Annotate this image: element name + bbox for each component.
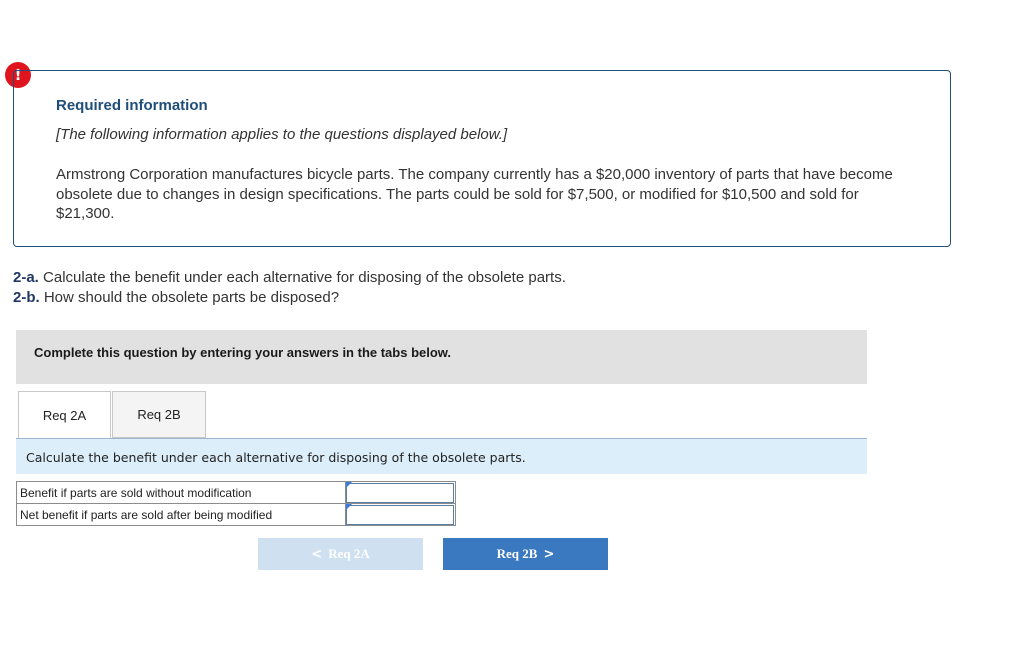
tab-req-2a[interactable] <box>18 391 111 439</box>
tab-panel-prompt: Calculate the benefit under each alternative for disposing of the obsolete parts. <box>26 450 526 465</box>
net-benefit-modified-input[interactable] <box>346 505 454 525</box>
answer-cell <box>346 482 456 504</box>
tab-label: Req 2B <box>137 407 181 422</box>
question-list <box>13 268 566 307</box>
chevron-left-icon: < <box>311 546 323 562</box>
prev-button-label: Req 2A <box>328 546 370 561</box>
instruction-text: Complete this question by entering your answers in the tabs below. <box>34 345 452 360</box>
exclamation-icon: ! <box>5 62 31 88</box>
answer-cell <box>346 504 456 526</box>
answer-table <box>16 481 456 526</box>
flag-icon <box>346 482 352 488</box>
info-title: Required information <box>56 97 208 114</box>
prev-req-2a-button[interactable] <box>258 538 423 570</box>
tab-panel-prompt-bar <box>16 439 867 474</box>
flag-icon <box>346 504 352 510</box>
chevron-right-icon: > <box>543 546 555 562</box>
info-note: [The following information applies to the questions displayed below.] <box>56 126 508 143</box>
benefit-without-modification-input[interactable] <box>346 483 454 503</box>
table-row <box>17 482 456 504</box>
next-button-label: Req 2B <box>496 546 538 561</box>
required-information-box <box>13 70 951 247</box>
question-2b <box>13 288 566 308</box>
question-2a <box>13 268 566 288</box>
row-label: Benefit if parts are sold without modification <box>17 482 346 504</box>
info-paragraph: Armstrong Corporation manufactures bicycle parts. The company currently has a $20,000 inventory of parts that have become obsolete due to changes in design specifications. The parts could be sold for $7,500, or modified for $10,500 and sold for $21,300. <box>56 166 893 222</box>
instruction-bar <box>16 330 867 384</box>
tab-label: Req 2A <box>42 408 87 423</box>
next-req-2b-button[interactable] <box>443 538 608 570</box>
question-text: How should the obsolete parts be disposed? <box>43 288 340 306</box>
tab-req-2b[interactable] <box>112 391 206 438</box>
table-row <box>17 504 456 526</box>
question-text: Calculate the benefit under each alternative for disposing of the obsolete parts. <box>43 269 566 286</box>
question-label: 2-a. <box>13 269 39 286</box>
question-label: 2-b. <box>13 288 40 306</box>
row-label: Net benefit if parts are sold after being modified <box>17 504 346 526</box>
